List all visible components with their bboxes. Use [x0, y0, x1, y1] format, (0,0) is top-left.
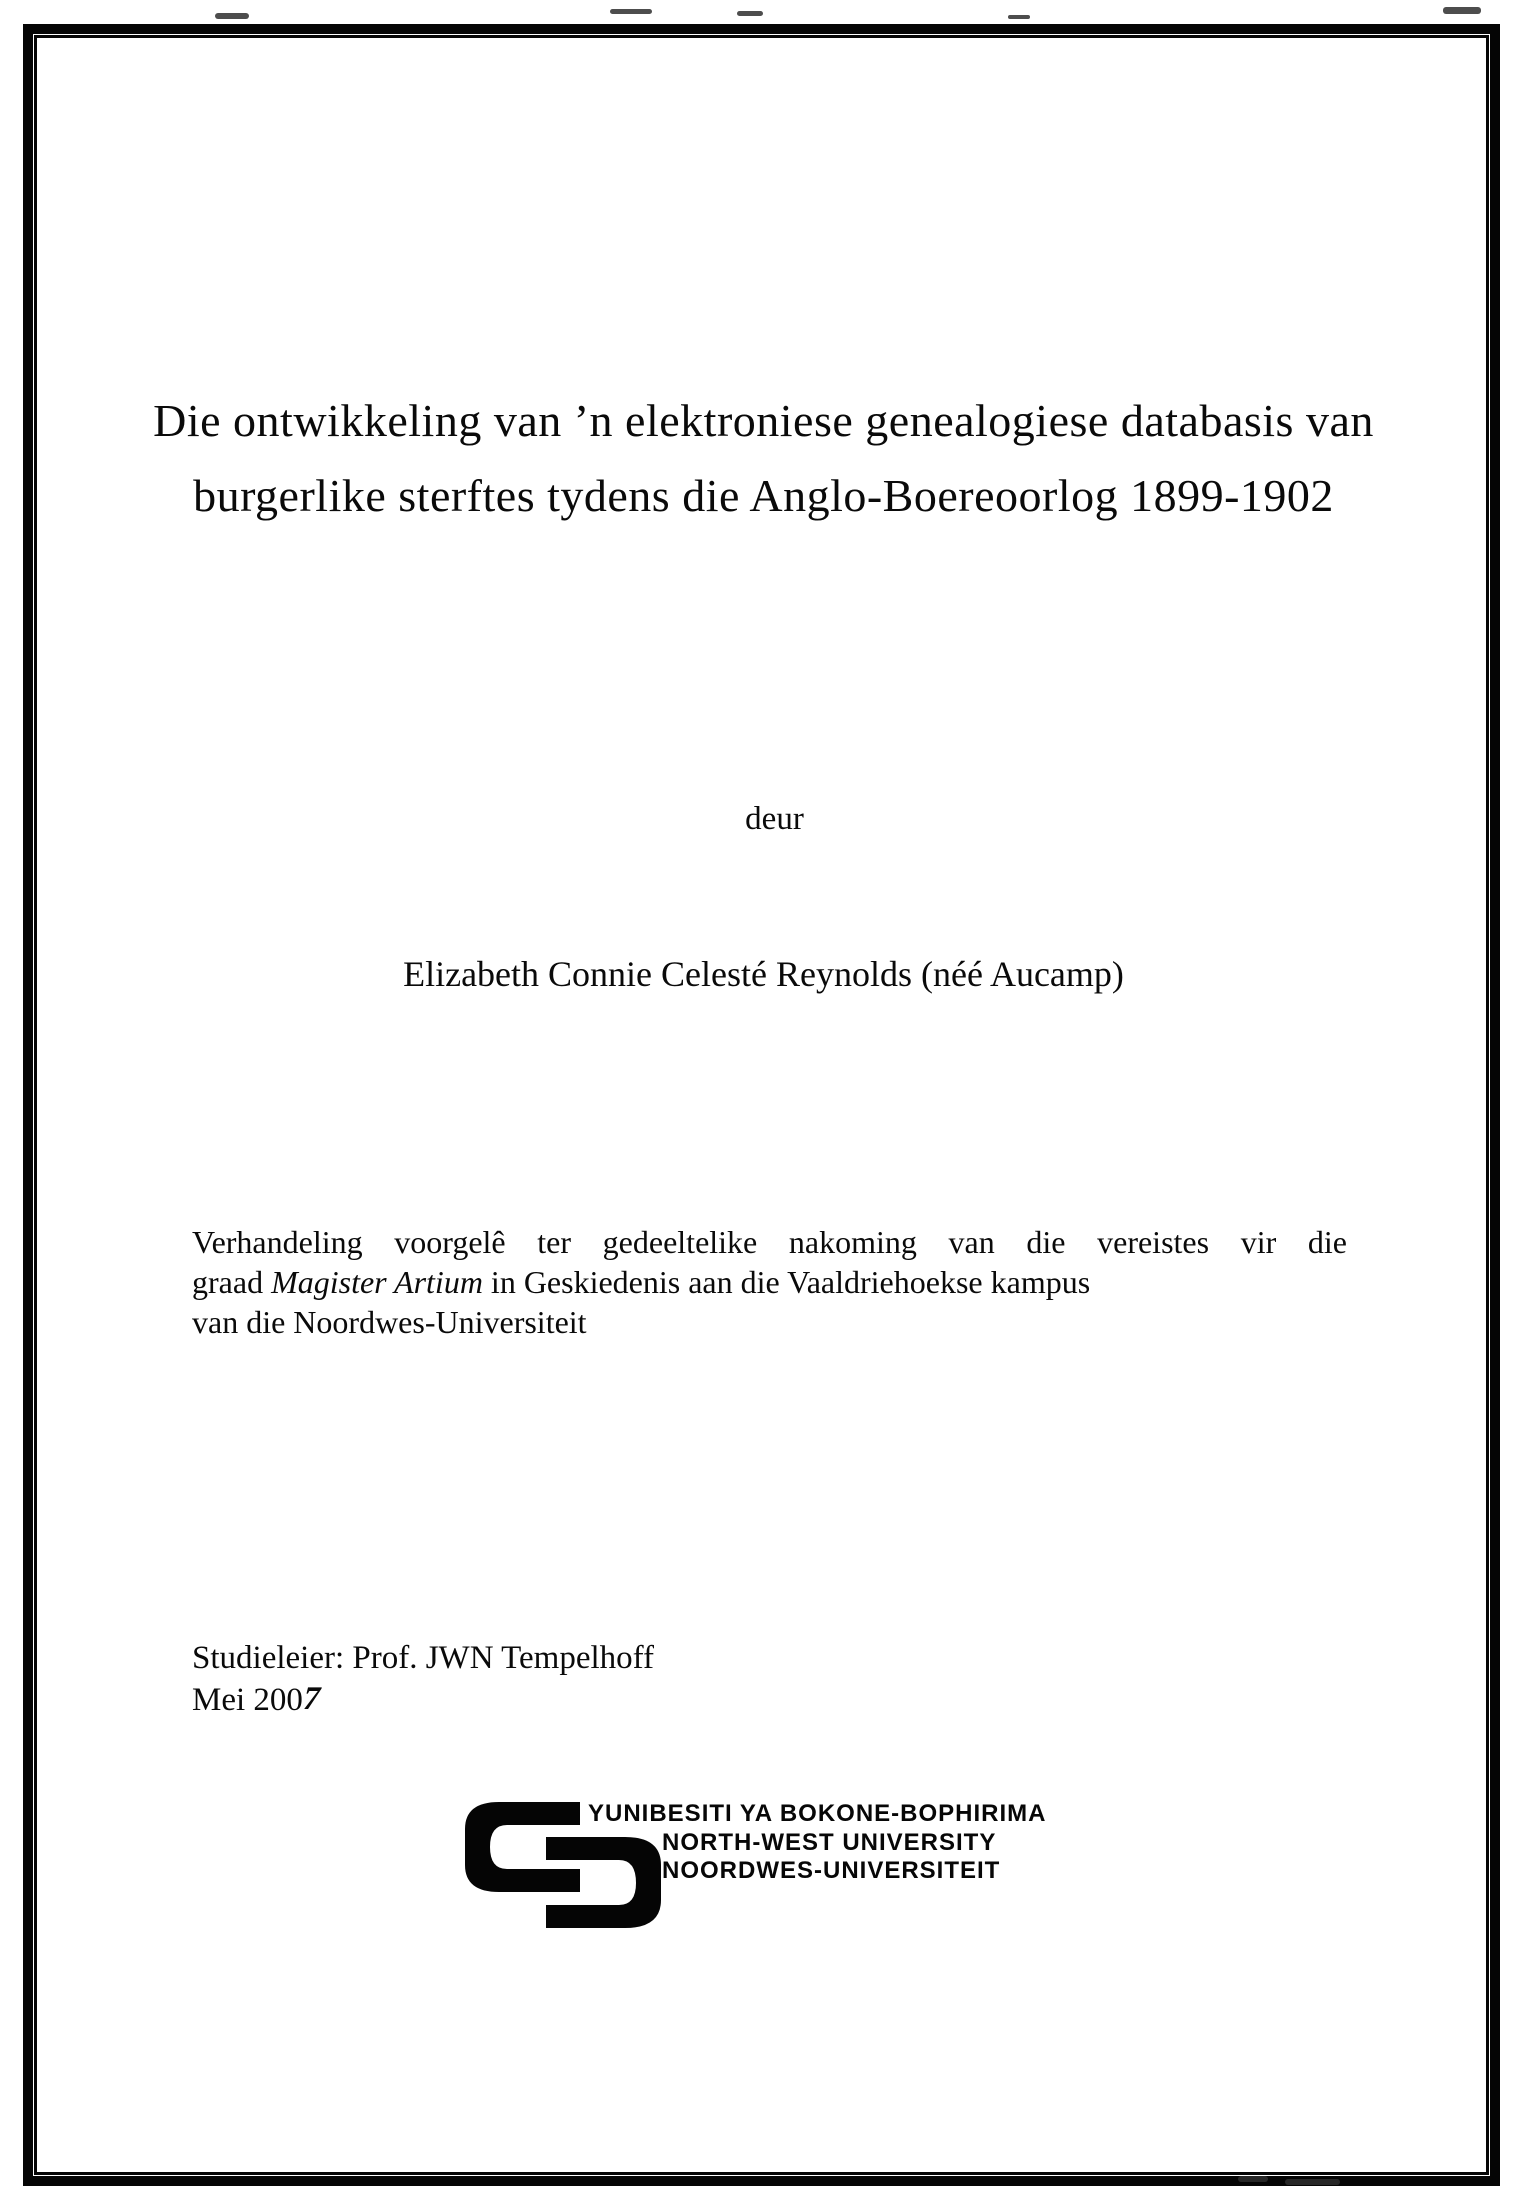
degree-statement	[192, 1222, 1352, 1342]
date-line	[192, 1679, 654, 1721]
degree-line2-prefix: graad	[192, 1264, 272, 1300]
date-prefix: Mei 200	[192, 1682, 303, 1718]
scan-artifact	[1443, 7, 1481, 14]
author-name: Elizabeth Connie Celesté Reynolds (néé Aucamp)	[403, 954, 1124, 994]
degree-statement-line-3: van die Noordwes-Universiteit	[192, 1304, 587, 1340]
scan-artifact	[610, 9, 652, 14]
logo-text-afrikaans: NOORDWES-UNIVERSITEIT	[662, 1857, 1001, 1884]
scan-artifact	[737, 11, 763, 16]
supervisor-line: Studieleier: Prof. JWN Tempelhoff	[192, 1640, 655, 1676]
scan-artifact	[1285, 2179, 1340, 2185]
degree-statement-line-1: Verhandeling voorgelê ter gedeeltelike nakoming van die vereistes vir die	[192, 1224, 1347, 1260]
byline-deur: deur	[745, 801, 804, 837]
thesis-title-line-1: Die ontwikkeling van ’n elektroniese genealogiese databasis van	[153, 395, 1374, 446]
supervisor-block	[192, 1637, 654, 1721]
logo-text-setswana: YUNIBESITI YA BOKONE-BOPHIRIMA	[588, 1800, 1047, 1827]
scan-artifact	[215, 13, 249, 19]
thesis-title-line-2: burgerlike sterftes tydens die Anglo-Boereoorlog 1899-1902	[193, 470, 1334, 521]
logo-text-english: NORTH-WEST UNIVERSITY	[662, 1829, 997, 1856]
scan-artifact	[1008, 15, 1030, 19]
scan-artifact	[1238, 2176, 1268, 2182]
degree-line2-degree-name: Magister Artium	[271, 1264, 483, 1300]
date-last-digit: 7	[298, 1681, 325, 1717]
degree-statement-line-2	[192, 1262, 1352, 1302]
degree-line2-suffix: in Geskiedenis aan die Vaaldriehoekse kampus	[482, 1264, 1091, 1300]
